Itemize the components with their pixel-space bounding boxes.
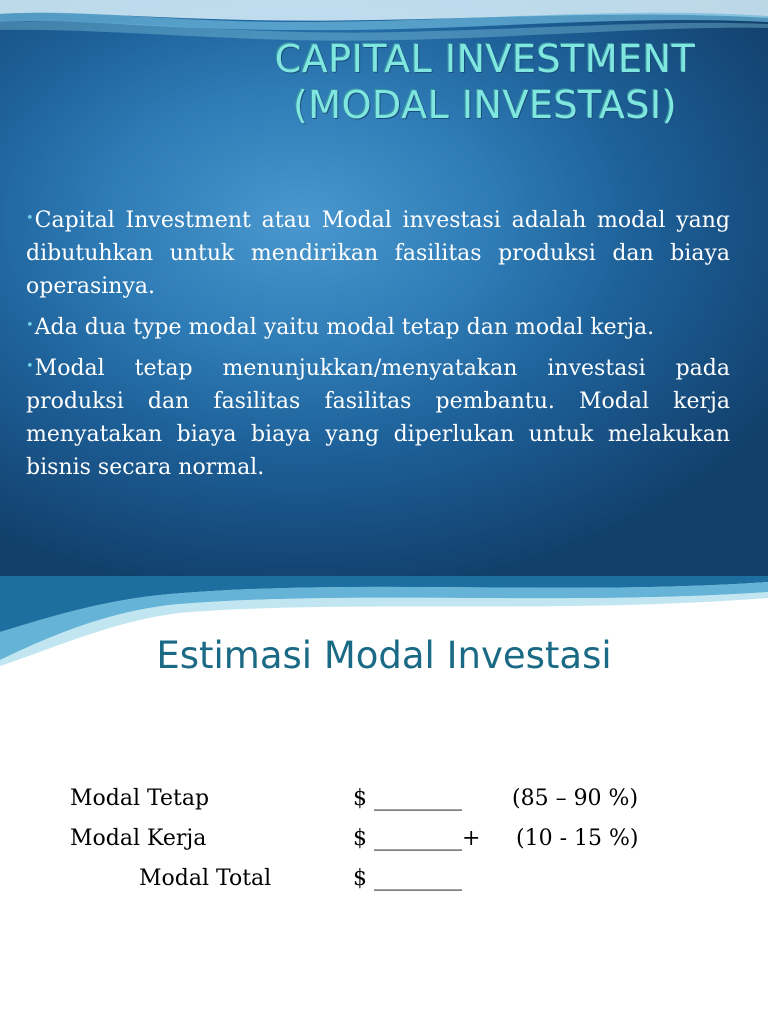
slide-title-line-1: CAPITAL INVESTMENT — [274, 37, 696, 81]
slide-title-line-2: (MODAL INVESTASI) — [292, 83, 678, 127]
row-label-modal-kerja: Modal Kerja — [70, 826, 207, 851]
paragraph-text: Capital Investment atau Modal investasi adalah modal yang dibutuhkan untuk mendirikan fasilitas produksi dan biaya operasinya. — [26, 208, 730, 299]
paragraph-text: Modal tetap menunjukkan/menyatakan investasi pada produksi dan fasilitas fasilitas pembantu. Modal kerja menyatakan biaya biaya yang diperlukan untuk melakukan bisnis secara normal. — [26, 356, 730, 480]
bullet-icon: • — [26, 359, 34, 374]
row-label-modal-tetap: Modal Tetap — [70, 786, 210, 811]
bullet-paragraph-2 — [26, 309, 730, 344]
bullet-icon: • — [26, 318, 34, 333]
row-label-modal-total: Modal Total — [139, 866, 272, 891]
paragraph-text: Ada dua type modal yaitu modal tetap dan modal kerja. — [34, 315, 655, 340]
row-note-modal-tetap: (85 – 90 %) — [512, 786, 639, 811]
slide-title — [215, 36, 755, 128]
slide-body — [26, 202, 730, 490]
row-amount-modal-total: $ ________ — [353, 866, 462, 891]
row-amount-modal-tetap: $ ________ — [353, 786, 462, 811]
row-note-modal-kerja: (10 - 15 %) — [516, 826, 639, 851]
slide-title: Estimasi Modal Investasi — [156, 634, 612, 677]
row-amount-modal-kerja: $ ________+ — [353, 826, 481, 851]
slide-estimasi-modal — [0, 576, 768, 1024]
bullet-paragraph-1 — [26, 202, 730, 303]
bullet-paragraph-3 — [26, 350, 730, 484]
bullet-icon: • — [26, 211, 34, 226]
